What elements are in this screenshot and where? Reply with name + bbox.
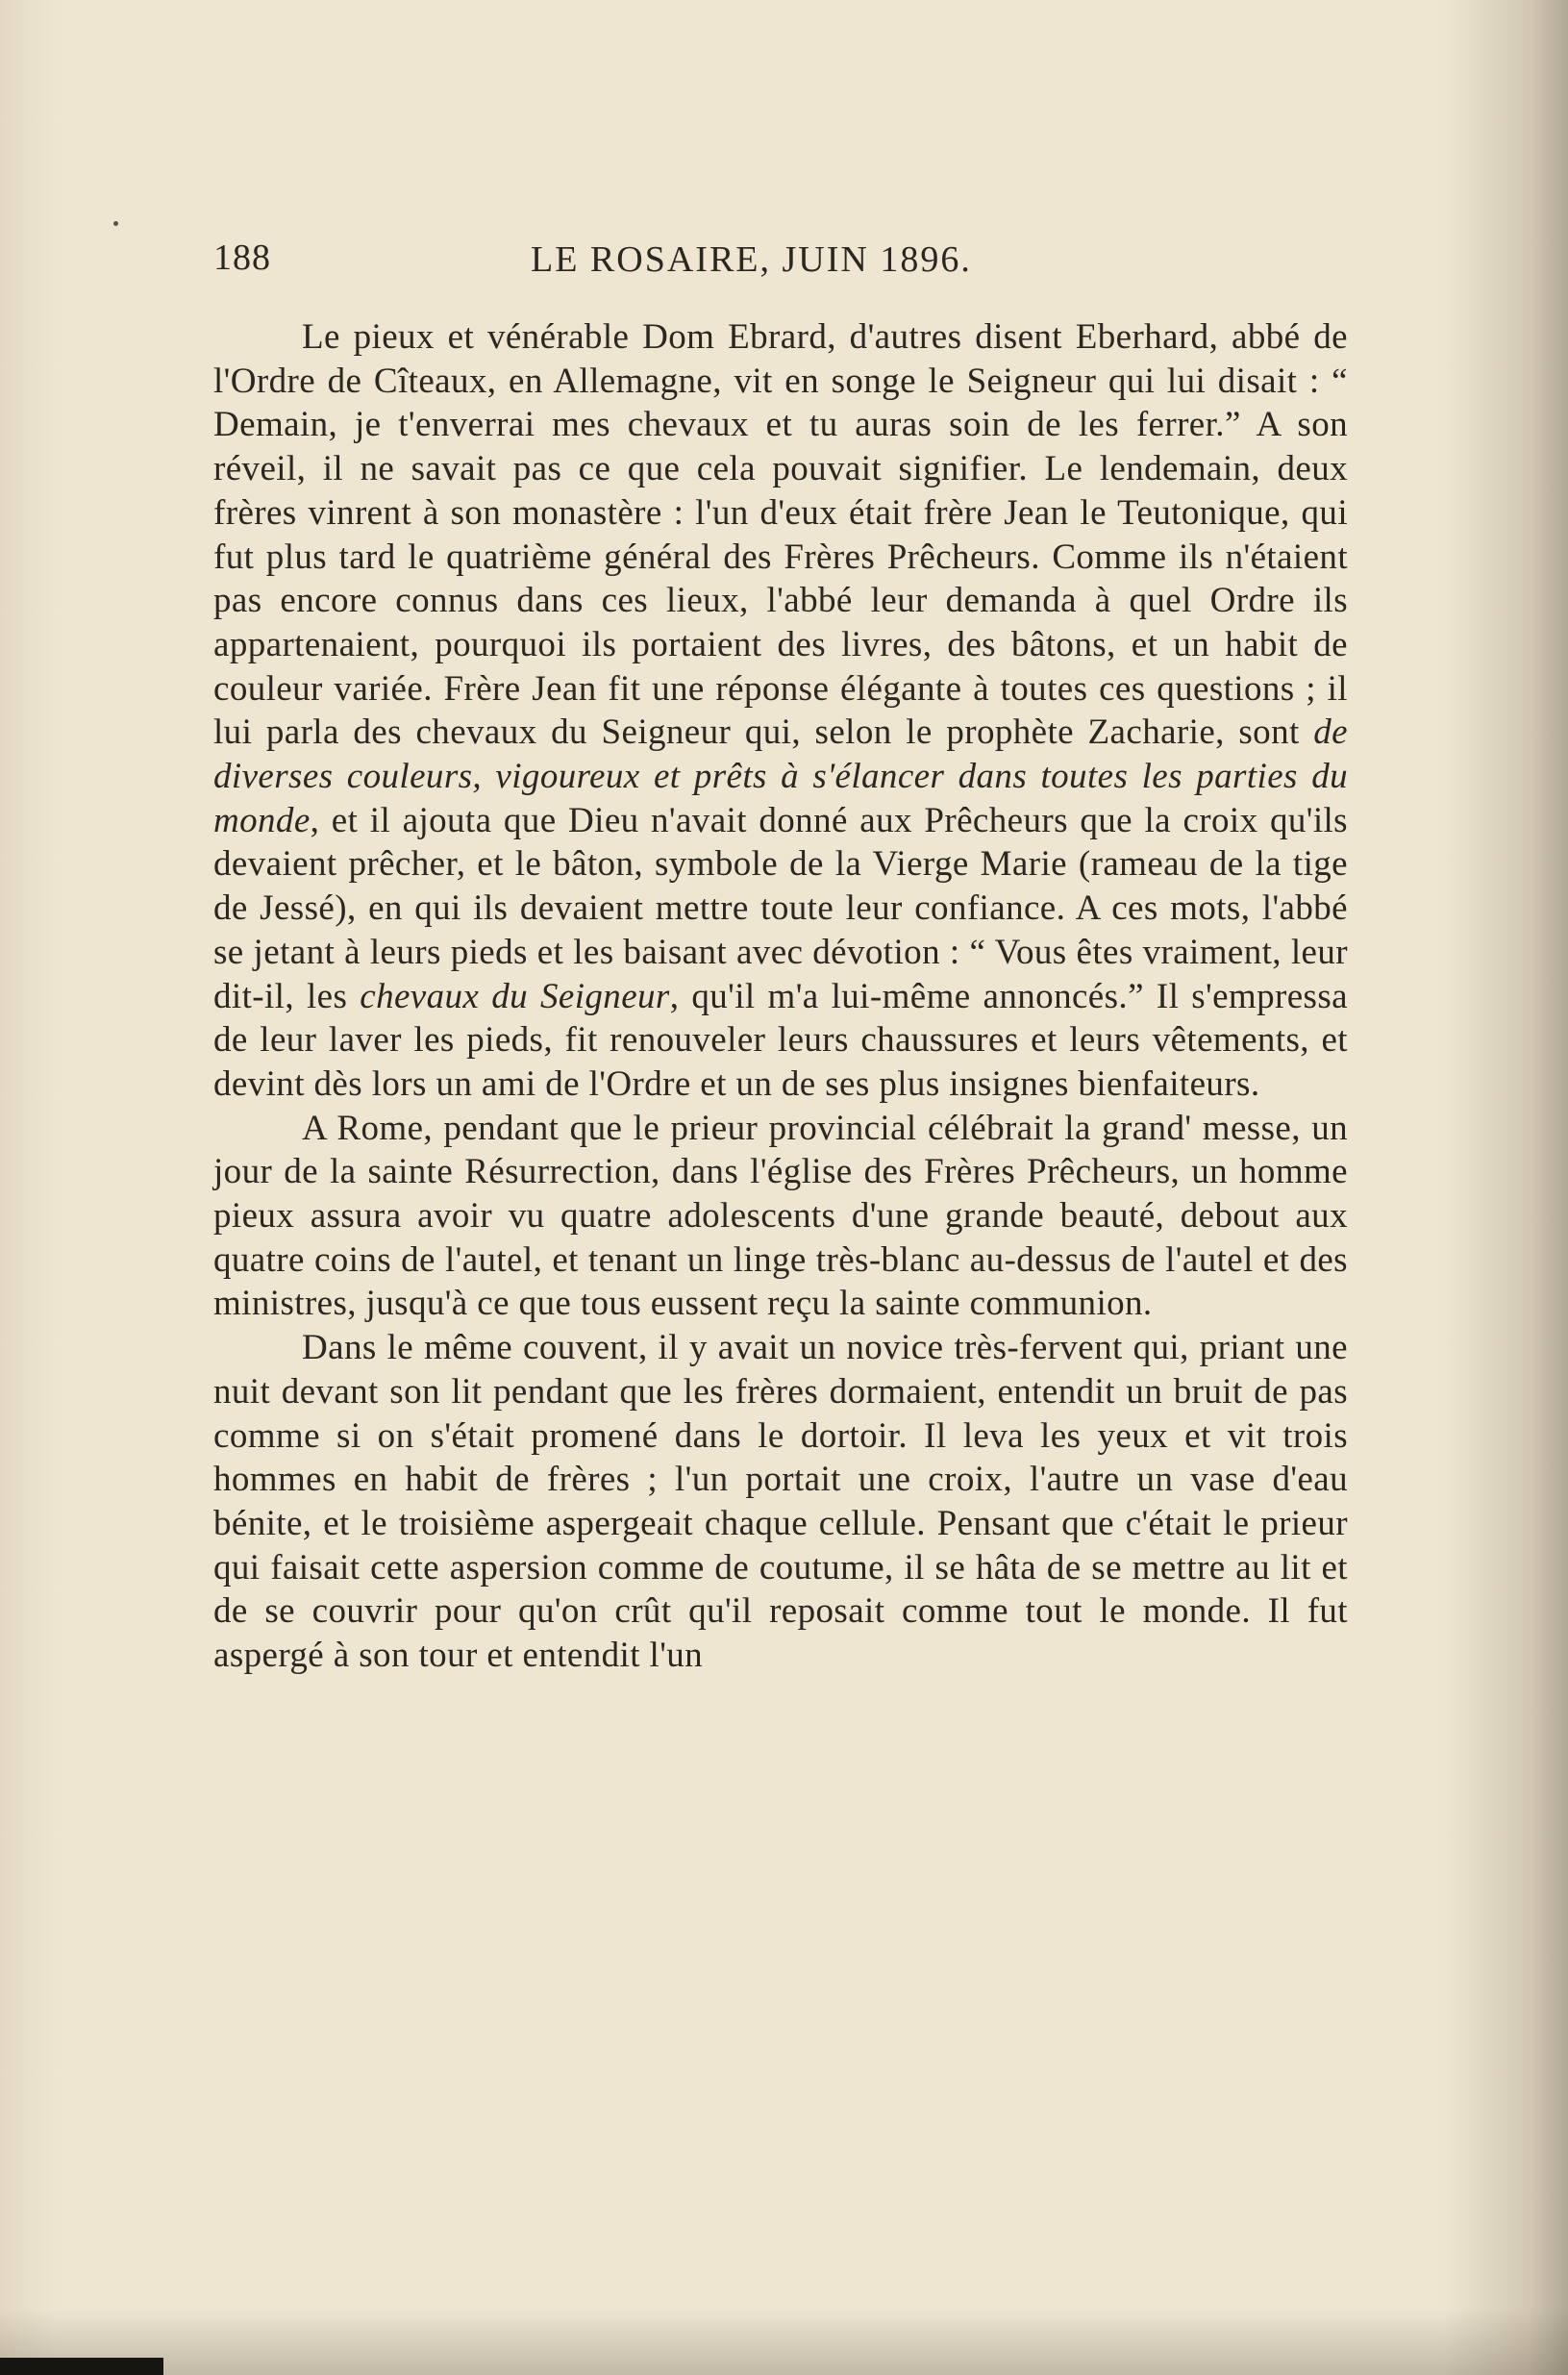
page-number: 188 (213, 238, 271, 278)
document-page (213, 237, 1348, 1678)
paragraph (213, 315, 1348, 1107)
paragraph: Dans le même couvent, il y avait un novice très-fervent qui, priant une nuit devant son lit pendant que les frères dormaient, entendit un bruit de pas comme si on s'était promené dans le dortoir. Il leva les yeux et vit trois hommes en habit de frères ; l'un portait une croix, l'autre un vase d'eau bénite, et le troisième aspergeait chaque cellule. Pensant que c'était le prieur qui faisait cette aspersion comme de coutume, il se hâta de se mettre au lit et de se couvrir pour qu'on crût qu'il reposait comme tout le monde. Il fut aspergé à son tour et entendit l'un (213, 1328, 1348, 1676)
paragraph-text: , qu'il m'a lui-même annoncés.” Il s'empressa de leur laver les pieds, fit renouveler leurs chaussures et leurs vêtements, et devint dès lors un ami de l'Ordre et un de ses plus insignes bienfaiteurs. (213, 976, 1348, 1104)
body-text (213, 315, 1348, 1678)
paragraph-text: Le pieux et vénérable Dom Ebrard, d'autres disent Eberhard, abbé de l'Ordre de Cîteaux, en Allemagne, vit en songe le Seigneur qui lui disait : “ Demain, je t'enverrai mes chevaux et tu auras soin de les ferrer.” A son réveil, il ne savait pas ce que cela pouvait signifier. Le lendemain, deux frères vinrent à son monastère : l'un d'eux était frère Jean le Teutonique, qui fut plus tard le quatrième général des Frères Prêcheurs. Comme ils n'étaient pas encore connus dans ces lieux, l'abbé leur demanda à quel Ordre ils appartenaient, pourquoi ils portaient des livres, des bâtons, et un habit de couleur variée. Frère Jean fit une réponse élégante à toutes ces questions ; il lui parla des chevaux du Seigneur qui, selon le prophète Zacharie, sont (213, 317, 1348, 753)
running-head: LE ROSAIRE, JUIN 1896. (531, 239, 972, 280)
page-header (213, 237, 1348, 294)
ink-speck (113, 221, 118, 226)
scan-edge (0, 2358, 163, 2375)
italic-text: chevaux du Seigneur (360, 976, 670, 1016)
paragraph: A Rome, pendant que le prieur provincial célébrait la grand' messe, un jour de la sainte Résurrection, dans l'église des Frères Prêcheurs, un homme pieux assura avoir vu quatre adolescents d'une grande beauté, debout aux quatre coins de l'autel, et tenant un linge très-blanc au-dessus de l'autel et des ministres, jusqu'à ce que tous eussent reçu la sainte communion. (213, 1108, 1348, 1324)
italic-text: de diverses couleurs, vigoureux et prêts à s'élancer dans toutes les parties du monde (213, 712, 1348, 840)
paragraph-text: , et il ajouta que Dieu n'avait donné aux Prêcheurs que la croix qu'ils devaient prêcher, et le bâton, symbole de la Vierge Marie (rameau de la tige de Jessé), en qui ils devaient mettre toute leur confiance. A ces mots, l'abbé se jetant à leurs pieds et les baisant avec dévotion : “ Vous êtes vraiment, leur dit-il, les (213, 800, 1348, 1016)
